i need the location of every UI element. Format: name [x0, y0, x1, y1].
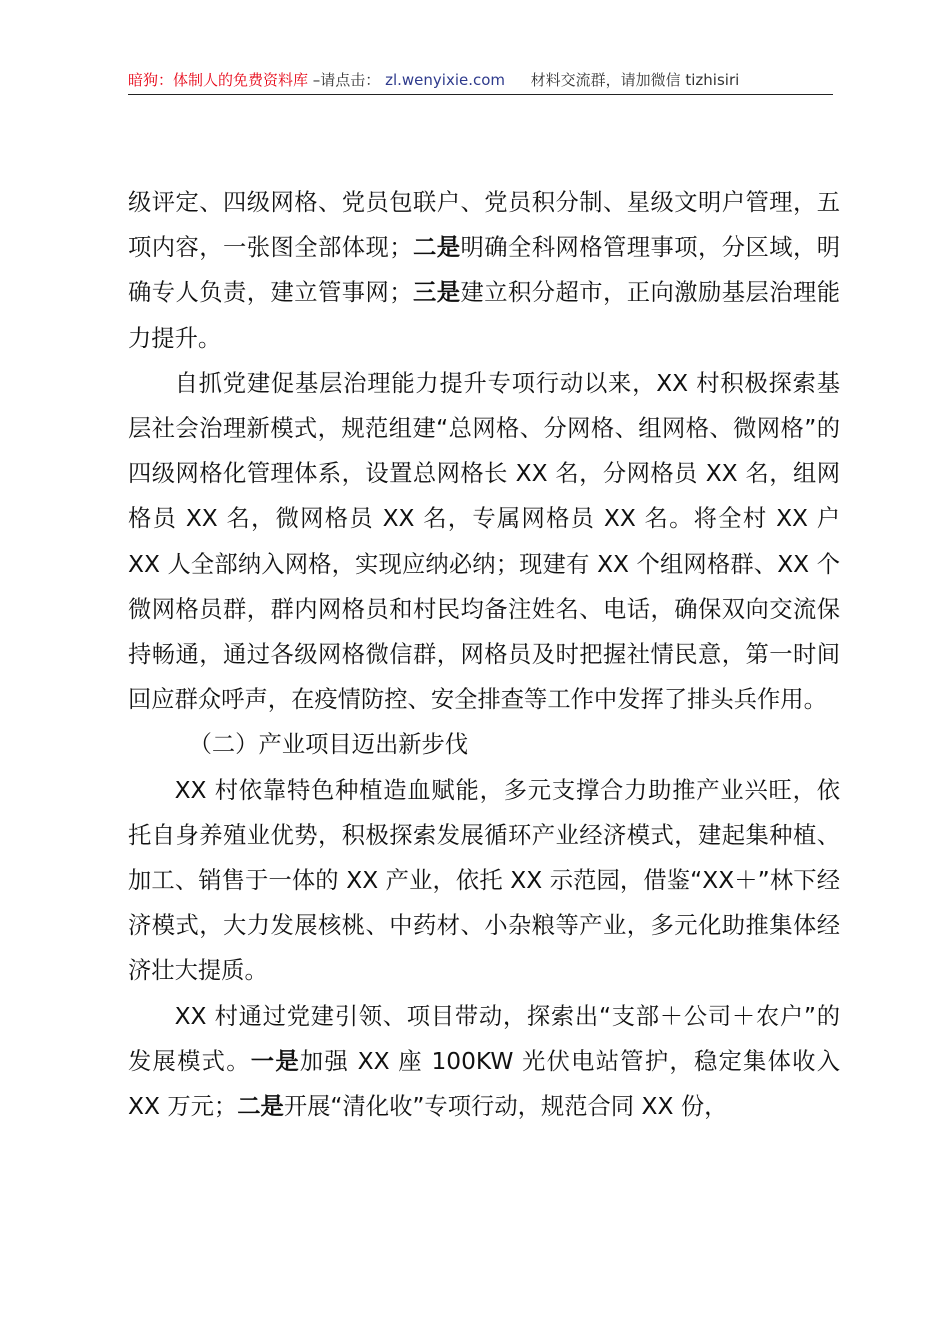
bold-ordinal: 二是 — [237, 1093, 284, 1121]
header-url-link[interactable]: zl.wenyixie.com — [385, 71, 506, 89]
paragraph-grid-items: 级评定、四级网格、党员包联户、党员积分制、星级文明户管理，五项内容，一张图全部体现；二是明确全科网格管理事项，分区域，明确专人负责，建立管事网；三是建立积分超市，正向激励基层治理能力提升。 — [128, 189, 841, 352]
page-header — [128, 66, 833, 95]
bold-ordinal: 二是 — [412, 234, 461, 262]
header-click-prompt: –请点击： — [312, 71, 381, 89]
paragraph-industry: XX 村依靠特色种植造血赋能，多元支撑合力助推产业兴旺，依托自身养殖业优势，积极探索发展循环产业经济模式，建起集种植、加工、销售于一体的 XX 产业，依托 XX 示范园，借鉴“XX＋”林下经济模式，大力发展核桃、中药材、小杂粮等产业，多元化助推集体经济壮大提质。 — [128, 776, 840, 985]
header-wechat-note: 材料交流群，请加微信 tizhisiri — [530, 71, 740, 89]
paragraph-development-model: XX 村通过党建引领、项目带动，探索出“支部＋公司＋农户”的发展模式。一是加强 XX 座 100KW 光伏电站管护，稳定集体收入 XX 万元；二是开展“清化收”专项行动，规范合同 XX 份， — [128, 1002, 841, 1121]
bold-ordinal: 一是 — [250, 1047, 300, 1075]
bold-ordinal: 三是 — [412, 279, 461, 307]
section-heading-industry: （二）产业项目迈出新步伐 — [188, 731, 469, 759]
document-body — [128, 180, 840, 1129]
paragraph-grid-system: 自抓党建促基层治理能力提升专项行动以来，XX 村积极探索基层社会治理新模式，规范组建“总网格、分网格、组网格、微网格”的四级网格化管理体系，设置总网格长 XX 名，分网格员 XX 名，组网格员 XX 名，微网格员 XX 名，专属网格员 XX 名。将全村 XX 户 XX 人全部纳入网格，实现应纳必纳；现建有 XX 个组网格群、XX 个微网格员群，群内网格员和村民均备注姓名、电话，确保双向交流保持畅通，通过各级网格微信群，网格员及时把握社情民意，第一时间回应群众呼声，在疫情防控、安全排查等工作中发挥了排头兵作用。 — [128, 369, 840, 714]
header-brand: 暗狗：体制人的免费资料库 — [128, 71, 309, 89]
